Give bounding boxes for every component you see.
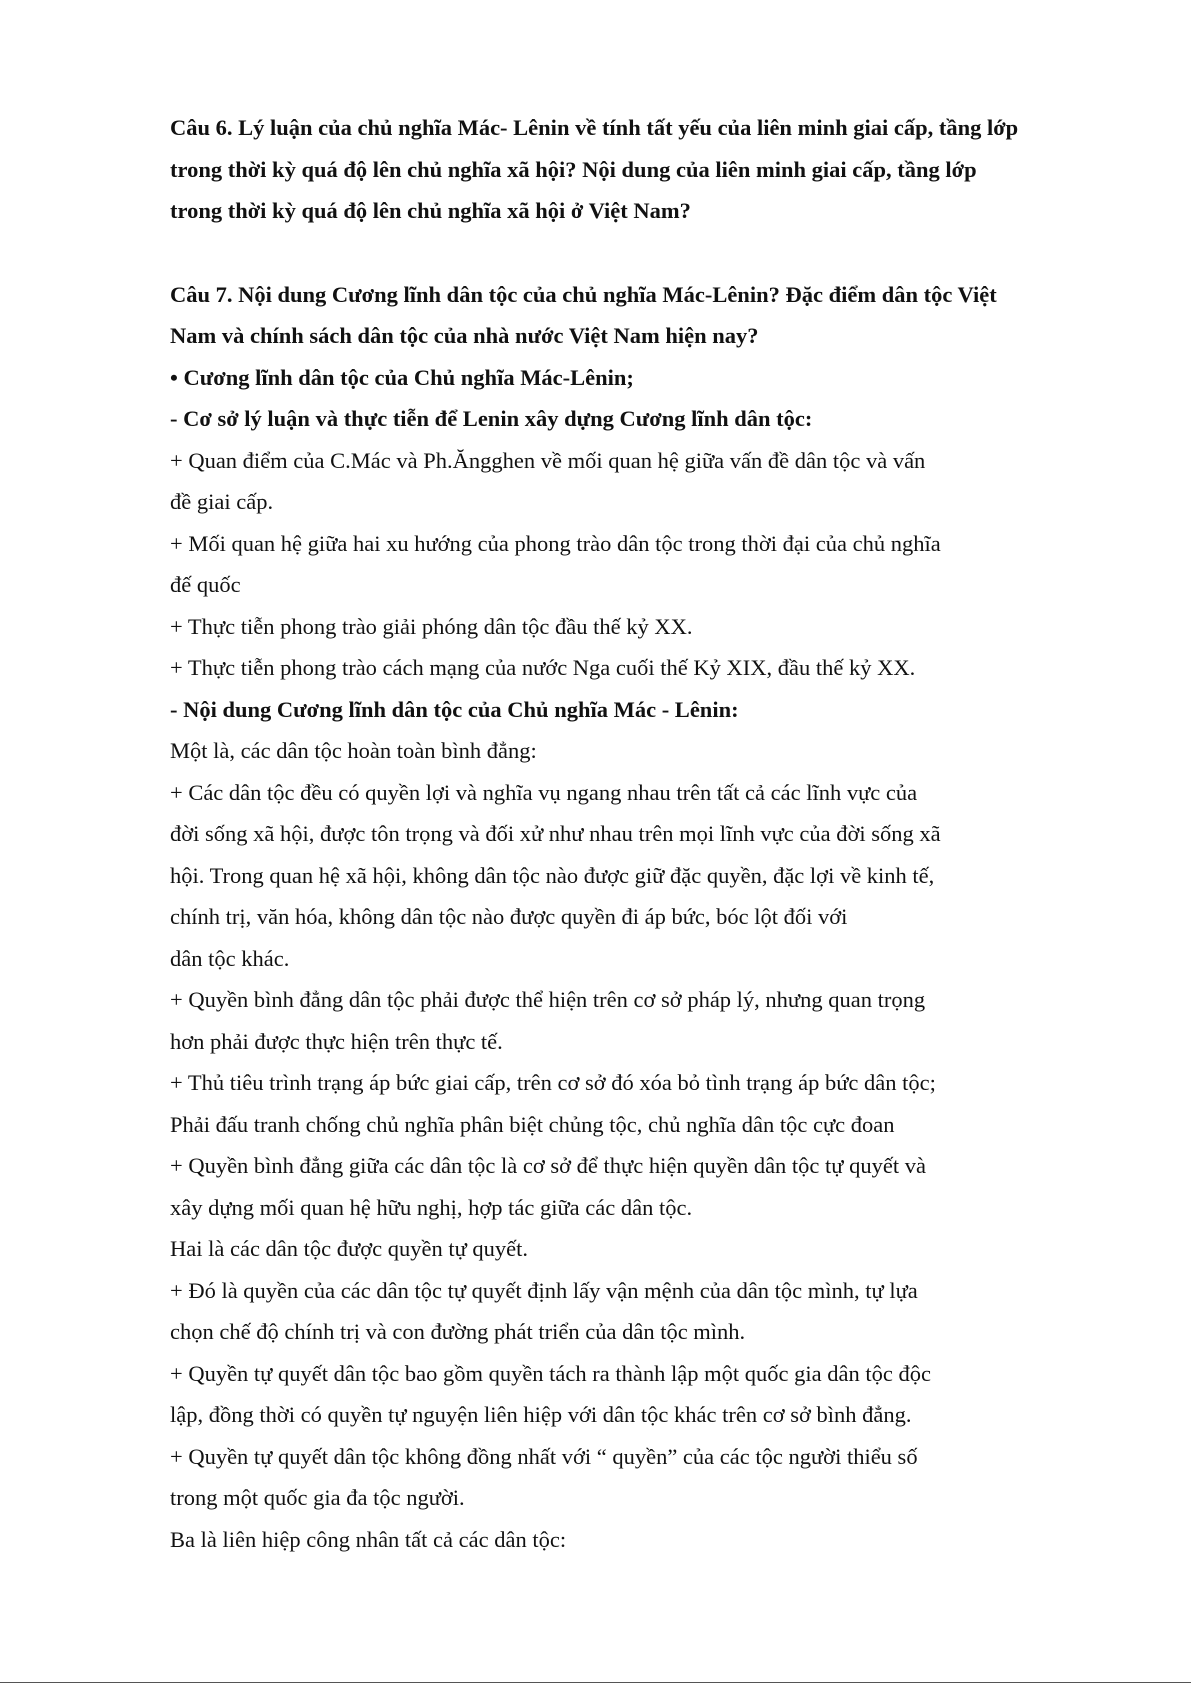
section-gap: [170, 232, 1075, 274]
body-text-line: + Quyền tự quyết dân tộc không đồng nhất với “ quyền” của các tộc người thiểu số: [170, 1443, 918, 1469]
body-text-line: + Các dân tộc đều có quyền lợi và nghĩa vụ ngang nhau trên tất cả các lĩnh vực của: [170, 779, 918, 805]
body-text-line: đề giai cấp.: [170, 489, 274, 514]
body-text-line: chính trị, văn hóa, không dân tộc nào được quyền đi áp bức, bóc lột đối với: [170, 904, 848, 929]
question-6-line: trong thời kỳ quá độ lên chủ nghĩa xã hội? Nội dung của liên minh giai cấp, tầng lớp: [170, 156, 977, 182]
question-7-body: [170, 357, 1075, 1561]
body-text-line: Ba là liên hiệp công nhân tất cả các dân tộc:: [170, 1526, 567, 1552]
body-text-line: lập, đồng thời có quyền tự nguyện liên hiệp với dân tộc khác trên cơ sở bình đẳng.: [170, 1402, 912, 1427]
body-text-line: + Quyền bình đẳng giữa các dân tộc là cơ sở để thực hiện quyền dân tộc tự quyết và: [170, 1153, 926, 1178]
body-heading-line: • Cương lĩnh dân tộc của Chủ nghĩa Mác-Lênin;: [170, 364, 634, 390]
body-text-line: hơn phải được thực hiện trên thực tế.: [170, 1028, 503, 1054]
question-6-line: trong thời kỳ quá độ lên chủ nghĩa xã hội ở Việt Nam?: [170, 198, 691, 223]
question-6-heading: [170, 107, 1075, 232]
question-7-heading: [170, 274, 1075, 357]
body-text-line: Phải đấu tranh chống chủ nghĩa phân biệt chủng tộc, chủ nghĩa dân tộc cực đoan: [170, 1111, 895, 1137]
question-7-line: Nam và chính sách dân tộc của nhà nước Việt Nam hiện nay?: [170, 323, 759, 348]
body-text-line: + Mối quan hệ giữa hai xu hướng của phong trào dân tộc trong thời đại của chủ nghĩa: [170, 530, 941, 556]
body-text-line: đế quốc: [170, 572, 241, 597]
question-7-line: Câu 7. Nội dung Cương lĩnh dân tộc của chủ nghĩa Mác-Lênin? Đặc điểm dân tộc Việt: [170, 281, 997, 307]
body-text-line: + Thủ tiêu trình trạng áp bức giai cấp, trên cơ sở đó xóa bỏ tình trạng áp bức dân tộc;: [170, 1070, 936, 1095]
body-text-line: + Đó là quyền của các dân tộc tự quyết định lấy vận mệnh của dân tộc mình, tự lựa: [170, 1277, 918, 1303]
body-text-line: xây dựng mối quan hệ hữu nghị, hợp tác giữa các dân tộc.: [170, 1194, 693, 1220]
question-6-line: Câu 6. Lý luận của chủ nghĩa Mác- Lênin về tính tất yếu của liên minh giai cấp, tầng lớp: [170, 115, 1019, 140]
body-text-line: + Quan điểm của C.Mác và Ph.Ăngghen về mối quan hệ giữa vấn đề dân tộc và vấn: [170, 447, 926, 473]
body-text-line: dân tộc khác.: [170, 945, 290, 971]
body-text-line: chọn chế độ chính trị và con đường phát triển của dân tộc mình.: [170, 1319, 746, 1344]
body-text-line: Hai là các dân tộc được quyền tự quyết.: [170, 1236, 529, 1261]
body-text-line: + Quyền tự quyết dân tộc bao gồm quyền tách ra thành lập một quốc gia dân tộc độc: [170, 1360, 931, 1386]
body-text-line: + Quyền bình đẳng dân tộc phải được thể hiện trên cơ sở pháp lý, nhưng quan trọng: [170, 987, 926, 1012]
body-text-line: Một là, các dân tộc hoàn toàn bình đẳng:: [170, 738, 537, 763]
body-text-line: hội. Trong quan hệ xã hội, không dân tộc nào được giữ đặc quyền, đặc lợi về kinh tế,: [170, 862, 935, 888]
body-text-line: + Thực tiễn phong trào cách mạng của nước Nga cuối thế Kỷ XIX, đầu thế kỷ XX.: [170, 655, 916, 680]
document-page: [170, 107, 1075, 1560]
body-heading-line: - Nội dung Cương lĩnh dân tộc của Chủ nghĩa Mác - Lênin:: [170, 696, 739, 722]
body-text-line: + Thực tiễn phong trào giải phóng dân tộc đầu thế kỷ XX.: [170, 613, 693, 639]
body-text-line: đời sống xã hội, được tôn trọng và đối xử như nhau trên mọi lĩnh vực của đời sống xã: [170, 821, 941, 846]
body-text-line: trong một quốc gia đa tộc người.: [170, 1485, 465, 1510]
body-heading-line: - Cơ sở lý luận và thực tiễn để Lenin xây dựng Cương lĩnh dân tộc:: [170, 406, 813, 431]
page-bottom-edge: [0, 1682, 1191, 1683]
